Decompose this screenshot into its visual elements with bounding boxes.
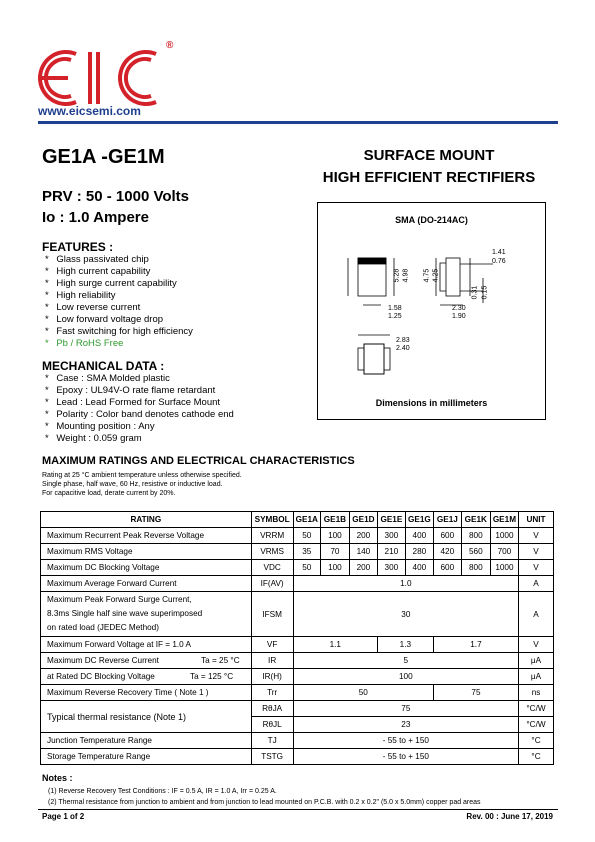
ratings-table — [40, 511, 554, 765]
value-cell: 420 — [433, 544, 461, 560]
value-cell: 1.0 — [293, 576, 518, 592]
list-item: * Low forward voltage drop — [45, 314, 193, 326]
symbol-cell: RθJA — [251, 701, 293, 717]
ratings-heading: MAXIMUM RATINGS AND ELECTRICAL CHARACTERISTICS — [42, 455, 355, 467]
unit-cell: °C — [519, 733, 554, 749]
dim-label: 1.58 — [388, 305, 402, 312]
page-number: Page 1 of 2 — [42, 812, 85, 821]
table-row — [41, 653, 554, 669]
rating-label: Maximum Forward Voltage at IF = 1.0 A — [41, 637, 252, 653]
dim-label: 1.25 — [388, 313, 402, 320]
table-row — [41, 528, 554, 544]
rating-label: Maximum Reverse Recovery Time ( Note 1 ) — [41, 685, 252, 701]
value-cell: 300 — [377, 560, 405, 576]
table-row — [41, 733, 554, 749]
table-row — [41, 749, 554, 765]
symbol-cell: IF(AV) — [251, 576, 293, 592]
value-cell: 50 — [293, 528, 320, 544]
rating-label: Maximum Average Forward Current — [41, 576, 252, 592]
rating-label — [41, 592, 252, 637]
value-cell: 560 — [461, 544, 490, 560]
value-cell: 75 — [433, 685, 518, 701]
value-cell: 400 — [405, 560, 433, 576]
symbol-cell: VRMS — [251, 544, 293, 560]
prv-rating: PRV : 50 - 1000 Volts — [42, 188, 190, 205]
rating-label-text: at Rated DC Blocking Voltage — [47, 672, 155, 681]
value-cell: 30 — [293, 592, 518, 637]
unit-cell: V — [519, 637, 554, 653]
dim-label: 0.15 — [481, 285, 489, 300]
table-row — [41, 701, 554, 717]
product-type-line1: SURFACE MOUNT — [363, 147, 495, 164]
header-cell: UNIT — [519, 512, 554, 528]
value-cell: 1.3 — [377, 637, 433, 653]
dim-label: 2.40 — [396, 345, 410, 352]
rating-label: Maximum Recurrent Peak Reverse Voltage — [41, 528, 252, 544]
symbol-cell: IR — [251, 653, 293, 669]
value-cell: 800 — [461, 528, 490, 544]
value-cell: 1000 — [490, 528, 518, 544]
header-cell: GE1D — [349, 512, 377, 528]
list-item: * Glass passivated chip — [45, 254, 193, 266]
mechanical-heading: MECHANICAL DATA : — [42, 359, 165, 373]
dim-label: 0.76 — [492, 258, 506, 265]
value-cell: 75 — [293, 701, 518, 717]
value-cell: 280 — [405, 544, 433, 560]
value-cell: 100 — [293, 669, 518, 685]
website-url[interactable]: www.eicsemi.com — [38, 104, 141, 118]
value-cell: 800 — [461, 560, 490, 576]
note-item: (1) Reverse Recovery Test Conditions : IF = 0.5 A, IR = 1.0 A, Irr = 0.25 A. — [48, 788, 277, 795]
io-rating: Io : 1.0 Ampere — [42, 209, 149, 226]
list-item: * High reliability — [45, 290, 193, 302]
value-cell: 5 — [293, 653, 518, 669]
value-cell: 210 — [377, 544, 405, 560]
unit-cell: V — [519, 528, 554, 544]
note-item: (2) Thermal resistance from junction to ambient and from junction to lead mounted on P.C.B. with 0.2 x 0.2" (5.0 x 5.0mm) copper pad areas — [48, 799, 481, 806]
rating-label: Typical thermal resistance (Note 1) — [41, 701, 252, 733]
mechanical-list — [45, 373, 234, 445]
rating-label: Storage Temperature Range — [41, 749, 252, 765]
dim-label: 4.25 — [432, 268, 440, 283]
ratings-condition: Rating at 25 °C ambient temperature unless otherwise specified. — [42, 472, 242, 479]
list-item: * High surge current capability — [45, 278, 193, 290]
value-cell: - 55 to + 150 — [293, 749, 518, 765]
list-item: * Mounting position : Any — [45, 421, 234, 433]
rating-label-line: Maximum Peak Forward Surge Current, — [47, 595, 192, 604]
list-item: * Case : SMA Molded plastic — [45, 373, 234, 385]
dim-label: 5.28 — [393, 268, 401, 283]
features-list — [45, 254, 193, 350]
value-cell: 70 — [320, 544, 349, 560]
dim-label: 4.75 — [423, 268, 431, 283]
value-cell: 23 — [293, 717, 518, 733]
dim-label: 2.30 — [452, 305, 466, 312]
value-cell: 50 — [293, 560, 320, 576]
symbol-cell: VDC — [251, 560, 293, 576]
rating-condition: Ta = 125 °C — [190, 672, 234, 681]
header-cell: GE1J — [433, 512, 461, 528]
symbol-cell: VF — [251, 637, 293, 653]
rating-label — [41, 669, 252, 685]
list-item: * Polarity : Color band denotes cathode end — [45, 409, 234, 421]
symbol-cell: IFSM — [251, 592, 293, 637]
header-cell: GE1E — [377, 512, 405, 528]
rating-label-line: 8.3ms Single half sine wave superimposed — [47, 609, 203, 618]
header-cell: SYMBOL — [251, 512, 293, 528]
value-cell: 300 — [377, 528, 405, 544]
header-cell: GE1M — [490, 512, 518, 528]
dim-label: 4.98 — [402, 268, 410, 283]
dim-label: 0.31 — [471, 285, 479, 300]
dim-label: 1.90 — [452, 313, 466, 320]
value-cell: 35 — [293, 544, 320, 560]
eic-logo-graphic — [28, 40, 178, 110]
list-item: * Lead : Lead Formed for Surface Mount — [45, 397, 234, 409]
table-row — [41, 592, 554, 637]
rating-label — [41, 653, 252, 669]
value-cell: - 55 to + 150 — [293, 733, 518, 749]
symbol-cell: Trr — [251, 685, 293, 701]
table-row — [41, 560, 554, 576]
rating-label-line: on rated load (JEDEC Method) — [47, 623, 159, 632]
unit-cell: A — [519, 576, 554, 592]
symbol-cell: TSTG — [251, 749, 293, 765]
symbol-cell: VRRM — [251, 528, 293, 544]
footer-rule — [38, 809, 558, 810]
list-item: * Fast switching for high efficiency — [45, 326, 193, 338]
value-cell: 1.1 — [293, 637, 377, 653]
header-cell: GE1B — [320, 512, 349, 528]
eic-logo — [28, 40, 178, 110]
table-row — [41, 576, 554, 592]
header-cell: RATING — [41, 512, 252, 528]
unit-cell: V — [519, 544, 554, 560]
dim-label: 1.41 — [492, 249, 506, 256]
unit-cell: ns — [519, 685, 554, 701]
rating-label-text: Maximum DC Reverse Current — [47, 656, 159, 665]
value-cell: 140 — [349, 544, 377, 560]
list-item: * Weight : 0.059 gram — [45, 433, 234, 445]
header-cell: GE1K — [461, 512, 490, 528]
rating-label: Junction Temperature Range — [41, 733, 252, 749]
symbol-cell: IR(H) — [251, 669, 293, 685]
ratings-condition: For capacitive load, derate current by 20%. — [42, 490, 176, 497]
value-cell: 400 — [405, 528, 433, 544]
dim-label: 2.83 — [396, 337, 410, 344]
unit-cell: μA — [519, 669, 554, 685]
revision-date: Rev. 00 : June 17, 2019 — [466, 812, 553, 821]
symbol-cell: TJ — [251, 733, 293, 749]
value-cell: 50 — [293, 685, 433, 701]
value-cell: 1000 — [490, 560, 518, 576]
features-heading: FEATURES : — [42, 240, 114, 254]
value-cell: 700 — [490, 544, 518, 560]
value-cell: 1.7 — [433, 637, 518, 653]
symbol-cell: RθJL — [251, 717, 293, 733]
ratings-condition: Single phase, half wave, 60 Hz, resistive or inductive load. — [42, 481, 223, 488]
table-row — [41, 637, 554, 653]
list-item: * Epoxy : UL94V-O rate flame retardant — [45, 385, 234, 397]
list-item: * High current capability — [45, 266, 193, 278]
rating-label: Maximum RMS Voltage — [41, 544, 252, 560]
package-outline-box — [317, 202, 546, 420]
registered-mark: ® — [166, 40, 174, 51]
unit-cell: °C/W — [519, 701, 554, 717]
package-caption: Dimensions in millimeters — [375, 398, 488, 408]
table-row — [41, 669, 554, 685]
part-title: GE1A -GE1M — [42, 146, 165, 168]
header-cell: GE1G — [405, 512, 433, 528]
unit-cell: A — [519, 592, 554, 637]
value-cell: 600 — [433, 560, 461, 576]
table-row — [41, 685, 554, 701]
table-row — [41, 544, 554, 560]
unit-cell: μA — [519, 653, 554, 669]
table-header-row — [41, 512, 554, 528]
value-cell: 200 — [349, 528, 377, 544]
list-item: * Low reverse current — [45, 302, 193, 314]
header-cell: GE1A — [293, 512, 320, 528]
rating-label: Maximum DC Blocking Voltage — [41, 560, 252, 576]
unit-cell: °C — [519, 749, 554, 765]
header-rule — [38, 121, 558, 124]
value-cell: 200 — [349, 560, 377, 576]
notes-heading: Notes : — [42, 773, 73, 783]
product-type-line2: HIGH EFFICIENT RECTIFIERS — [322, 169, 536, 186]
package-name: SMA (DO-214AC) — [395, 215, 468, 225]
unit-cell: °C/W — [519, 717, 554, 733]
package-drawing — [318, 233, 545, 393]
value-cell: 100 — [320, 528, 349, 544]
value-cell: 100 — [320, 560, 349, 576]
list-item: * Pb / RoHS Free — [45, 338, 193, 350]
rating-condition: Ta = 25 °C — [201, 656, 240, 665]
unit-cell: V — [519, 560, 554, 576]
value-cell: 600 — [433, 528, 461, 544]
